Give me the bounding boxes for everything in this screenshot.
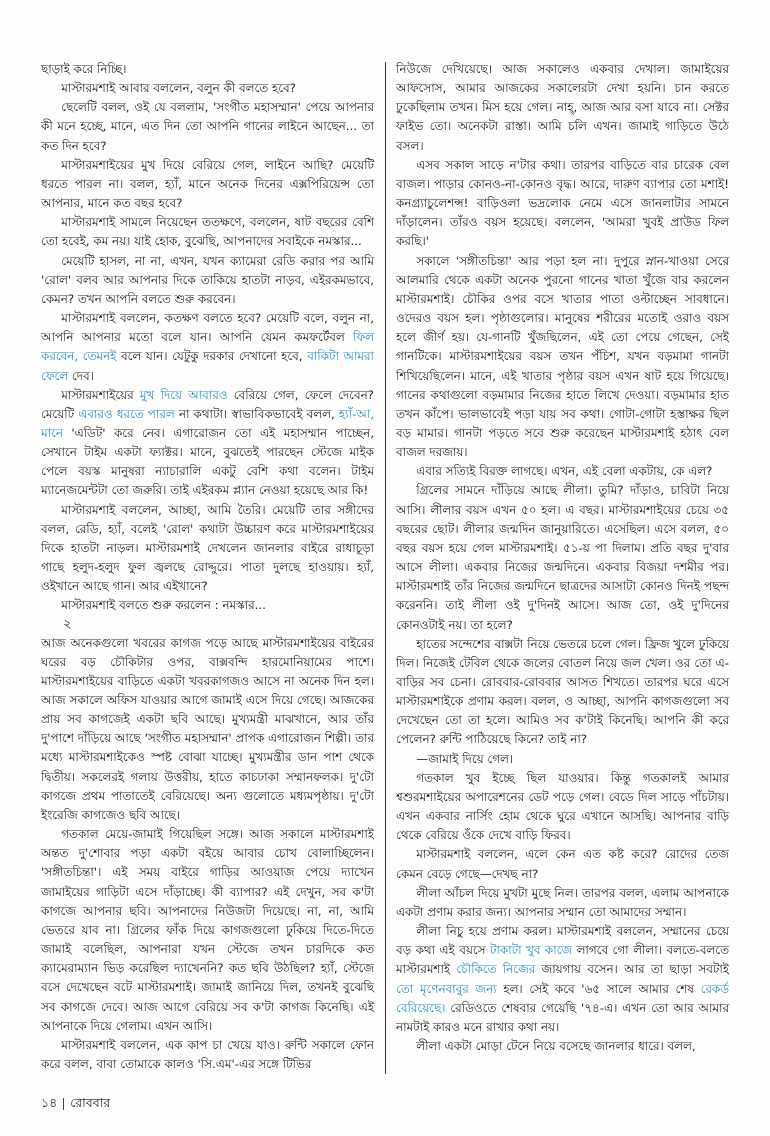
left-column: [41, 60, 374, 1074]
text-run: 'এডিট' করে নেব। এগারোজন তো এই মহাসম্মান পাচ্ছেন, সেখানে টাইম একটা ফ্যাক্টর। মানে, বুঝতেই পারছেন স্টেজে মাইক পেলে বয়স্ক মানুষরা ন্যাচারালি একটু বেশি কথা বলেন। টাইম ম্যানেজমেন্টটা তো জরুরি। তাই এইরকম প্ল্যান নেওয়া হয়েছে আর কি!: [41, 425, 374, 498]
highlighted-text: এবারও ধরতে পারল: [78, 406, 175, 421]
text-run: জায়গায় বসেন। আর তা ছাড়া সবটাই: [535, 962, 729, 977]
paragraph: মাস্টারমশাই বললেন, এক কাপ চা খেয়ে যাও। রুন্টি সকালে ফোন করে বলল, বাবা তোমাকে কালও 'সি.এম'-এর সঙ্গে টিভির: [41, 1037, 374, 1071]
paragraph: এবার সত্যিই বিরক্ত লাগছে। এখন, এই বেলা একটায়, কে এল?: [416, 464, 713, 479]
paragraph: [41, 309, 374, 386]
highlighted-text: টাকাটা খুব কাজে: [489, 943, 573, 958]
paragraph: মাস্টারমশাই সামলে নিয়েছেন ততক্ষণে, বললেন, ষাট বছরের বেশি তো হবেই, কম নয়। যাই হোক, বুঝেছি, আপনাদের সবাইকে নমস্কার...: [41, 215, 374, 249]
text-run: মাস্টারমশাইয়ের: [61, 387, 140, 402]
text-run: লাগবে গো লীলা। বলতে-বলতে মাস্টারমশাই: [396, 943, 730, 977]
paragraph: আজ অনেকগুলো খবরের কাগজ পড়ে আছে মাস্টারমশাইয়ের বাইরের ঘরের বড় চৌকিটার ওপর, বাক্সবন্দি হারমোনিয়ামের পাশে। মাস্টারমশাইয়ের বাড়িতে একটা খবরকাগজও আসে না অনেক দিন হল। আজ সকালে অফিস যাওয়ার আগে জামাই এসে দিয়ে গেছে। আজকের প্রায় সব কাগজেই একটা ছবি আছে। মুখ্যমন্ত্রী মাঝখানে, আর তাঁর দু'পাশে দাঁড়িয়ে আছে 'সংগীত মহাসম্মান' প্রাপক এগারোজন শিল্পী। তার মধ্যে মাস্টারমশাইকেও স্পষ্ট বোঝা যাচ্ছে। মুখ্যমন্ত্রীর ডান পাশ থেকে দ্বিতীয়। সকলেরই গলায় উত্তরীয়, হাতে কাচঢাকা সম্মানফলক। দু'টো কাগজে প্রথম পাতাতেই বেরিয়েছে। অন্য গুলোতে মধ্যমপৃষ্ঠায়। দু'টো ইংরেজি কাগজেও ছবি আছে।: [41, 635, 374, 822]
paragraph: এসব সকাল সাড়ে ন'টার কথা। তারপর বাড়িতে বার চারেক বেল বাজল। পাড়ার কোনও-না-কোনও বৃদ্ধ। আরে, দারুণ ব্যাপার তো মশাই! কনগ্র্যাচুলেশন্স! বাড়িওলা ভদ্রলোক নেমে এসে জানলাটার সামনে দাঁড়ালেন। তাঁরও বয়স হয়েছে। বললেন, 'আমরা খুবই প্রাউড ফিল করছি।': [396, 157, 729, 249]
highlighted-text: বাকিটা আমরা ফেলে: [41, 349, 374, 383]
right-column: [396, 60, 729, 1056]
paragraph: মেয়েটি হাসল, না না, এখন, যখন ক্যামেরা রেডি করার পর আমি 'রোল' বলব আর আপনার দিকে তাকিয়ে হাতটা নাড়ব, এইরকমভাবে, কেমন? তখন আপনি বলতে শুরু করবেন।: [41, 253, 374, 306]
text-run: মাস্টারমশাই বললেন, কতক্ষণ বলতে হবে? মেয়েটি বলে, বলুন না, আপনি আপনার মতো বলে যান। আপনি যেমন কমফর্টেবল: [41, 311, 374, 345]
text-run: রেডিওতে শেষবার গেয়েছি '৭৪-এ। এখন তো আর আমার নামটাই কারও মনে রাখার কথা নয়।: [396, 1000, 729, 1034]
paragraph: লীলা একটা মোড়া টেনে নিয়ে বসেছে জানলার ধারে। বলল,: [416, 1038, 696, 1053]
paragraph: মাস্টারমশাই বললেন, আচ্ছা, আমি তৈরি। মেয়েটি তার সঙ্গীদের বলল, রেডি, হ্যাঁ, বলেই 'রোল' কথাটা উচ্চারণ করে মাস্টারমশাইয়ের দিকে হাতটা নাড়ল। মাস্টারমশাই দেখলেন জানলার বাইরে রাধাচূড়া গাছে হলুদ-হলুদ ফুল জ্বলছে রোদ্দুরে। পাতা দুলছে হাওয়ায়। হ্যাঁ, ওইখানে আছে গান। আর এইখানে?: [41, 502, 374, 594]
text-run: বেরিয়ে গেল, ফেলে দেবেন? মেয়েটি: [41, 387, 374, 421]
paragraph: গতকাল খুব ইচ্ছে ছিল যাওয়ার। কিন্তু গতকালই আমার শ্বশুরমশাইয়ের অপারেশনের ডেট পড়ে গেল। বেডে দিল সাড়ে পাঁচটায়। এখন একবার নার্সিং হোম থেকে ঘুরে এখানে আসছি। আপনার বাড়ি থেকে বেরিয়ে ওঁকে দেখে বাড়ি ফিরব।: [396, 770, 729, 843]
highlighted-text: ফিল করবেন, তেমনই: [41, 330, 374, 364]
paragraph: [41, 386, 374, 501]
paragraph: মাস্টারমশাই বললেন, এলে কেন এত কষ্ট করে? রোদের তেজ কেমন বেড়ে গেছে—দেখছ না?: [396, 847, 729, 881]
paragraph: সকালে 'সঙ্গীতচিন্তা' আর পড়া হল না। দুপুরে স্নান-খাওয়া সেরে আলমারি থেকে একটা অনেক পুরনো গানের খাতা খুঁজে বার করলেন মাস্টারমশাই। চৌকির ওপর বসে খাতার পাতা ওল্টাচ্ছেন সাবধানে। ওদেরও বয়স হল। পৃষ্ঠাগুলোর। মানুষের শরীরের মতোই ওরাও বয়স হলে জীর্ণ হয়। যে-গানটি খুঁজছিলেন, এই তো পেয়ে গেছেন, সেই গানটিকে। মাস্টারমশাইয়ের বয়স তখন পঁচিশ, যখন বড়মামা গানটা শিখিয়েছিলেন। মানে, এই খাতার পৃষ্ঠার বয়স এখন ষাট হয়ে গিয়েছে। গানের কথাগুলো বড়মামার নিজের হাতে লিখে দেওয়া। বড়মামার হাত তখন কাঁপে। ভালভাবেই পড়া যায় সব কথা। গোটা-গোটা হস্তাক্ষর ছিল বড় মামার। গানটা পড়তে সবে শুরু করেছেন মাস্টারমশাই হঠাৎ বেল বাজল দরজায়।: [396, 253, 729, 460]
page-number: ১৪: [41, 1095, 58, 1110]
footer-divider: [63, 1098, 64, 1110]
text-run: লীলা নিচু হয়ে প্রণাম করল। মাস্টারমশাই বললেন, সম্মানের চেয়ে বড় কথা এই বয়সে: [396, 924, 729, 958]
text-run: হল। সেই কবে '৬৫ সালে আমার শেষ: [496, 981, 701, 996]
text-run: না কথাটা। স্বাভাবিকভাবেই বলল,: [174, 406, 339, 421]
text-run: দেব।: [68, 368, 94, 383]
paragraph: ছেলেটি বলল, ওই যে বললাম, 'সংগীত মহাসম্মান' পেয়ে আপনার কী মনে হচ্ছে, মানে, এত দিন তো আপনি গানের লাইনে আছেন... তা কত দিন হবে?: [41, 100, 374, 153]
paragraph: মাস্টারমশাইয়ের মুখ দিয়ে বেরিয়ে গেল, লাইনে আছি? মেয়েটি ধরতে পারল না। বলল, হ্যাঁ, মানে অনেক দিনের এক্সপিরিয়েন্স তো আপনার, মানে কত বছর হবে?: [41, 157, 374, 211]
highlighted-text: মুখ দিয়ে আবারও: [139, 387, 228, 402]
paragraph: মাস্টারমশাই বলতে শুরু করলেন : নমস্কার...: [61, 598, 266, 613]
highlighted-text: তো মৃণেনবাবুর জন্য: [396, 981, 497, 996]
paragraph: গ্রিলের সামনে দাঁড়িয়ে আছে লীলা। তুমি? দাঁড়াও, চাবিটা নিয়ে আসি। লীলার বয়স এখন ৫০ হল। এ বছর। মাস্টারমশাইয়ের চেয়ে ৩৫ বছরের ছোট। লীলার জন্মদিন জানুয়ারিতে। এসেছিল। এসে বলল, ৫০ বছর বয়স হয়ে গেল মাস্টারমশাই। ৫১-য় পা দিলাম। প্রতি বছর দু'বার আসে লীলা। একবার নিজের জন্মদিনে। একবার বিজয়া দশমীর পর। মাস্টারমশাই তাঁর নিজের জন্মদিনে ছাত্রদের আসাটা কোনও দিনই পছন্দ করেননি। তাই লীলা ওই দু'দিনই আসে। আজ তো, ওই দু'দিনের কোনওটাই নয়। তা হলে?: [396, 483, 729, 632]
paragraph: —জামাই দিয়ে গেল।: [416, 751, 514, 766]
paragraph: [396, 922, 729, 1037]
highlighted-text: রেকর্ড বেরিয়েছে।: [396, 981, 729, 1015]
highlighted-text: চৌকিতে নিজের: [456, 962, 536, 977]
highlighted-text: হ্যাঁ-আ, মানে: [41, 406, 375, 440]
text-run: বলে যান। যেটুকু দরকার দেখানো হবে,: [116, 349, 308, 364]
section-number: ২: [63, 616, 72, 632]
page-footer: [41, 1095, 110, 1115]
paragraph: ছাড়াই করে নিচ্ছি।: [41, 62, 127, 76]
paragraph: মাস্টারমশাই আবার বললেন, বলুন কী বলতে হবে?: [61, 81, 296, 96]
paragraph: লীলা আঁচল দিয়ে মুখটা মুছে নিল। তারপর বলল, এলাম আপনাকে একটা প্রণাম করার জন্য। আপনার সম্মান তো আমাদের সম্মান।: [396, 885, 729, 919]
paragraph: নিউজে দেখিয়েছে। আজ সকালেও একবার দেখাল। জামাইয়ের আফসোস, আমার আজকের সকালেরটা দেখা হয়নি। চান করতে ঢুকেছিলাম তখন। মিস হয়ে গেল। নাহ্, আজ আর বসা যাবে না। সেক্টর ফাইভ তো। অনেকটা রাস্তা। আমি চলি এখন। জামাই গাড়িতে উঠে বসল।: [396, 62, 729, 153]
magazine-name: রোববার: [70, 1095, 111, 1110]
paragraph: হাতের সন্দেশের বাক্সটা নিয়ে ভেতরে চলে গেল। ফ্রিজ খুলে ঢুকিয়ে দিল। নিজেই টেবিল থেকে জলের বোতল নিয়ে জল খেল। ওর তো এ-বাড়ির সব চেনা। রোববার-রোববার আসত শিখতে। তারপর ঘরে এসে মাস্টারমশাইকে প্রণাম করল। বলল, ও আচ্ছা, আপনি কাগজগুলো সব দেখেছেন তো তা হলে। আমিও সব ক'টাই কিনেছি। আপনি কী করে পেলেন? রুন্টি পাঠিয়েছে কিনে? তাই না?: [396, 636, 729, 747]
paragraph: গতকাল মেয়ে-জামাই গিয়েছিল সঙ্গে। আজ সকালে মাস্টারমশাই অন্তত দু'শোবার পড়া একটা বইয়ে আবার চোখ বোলাচ্ছিলেন। 'সঙ্গীতচিন্তা'। এই সময় বাইরে গাড়ির আওয়াজ পেয়ে দ্যাখেন জামাইয়ের গাড়িটা এসে দাঁড়াচ্ছে। কী ব্যাপার? এই দেখুন, সব ক'টা কাগজে আপনার ছবি। আপনাদের নিউজটা দিয়েছে। না, না, আমি ভেতরে যাব না। গ্রিলের ফাঁক দিয়ে কাগজগুলো ঢুকিয়ে দিতে-দিতে জামাই বলেছিল, আপনারা যখন স্টেজে তখন চারদিকে কত ক্যামেরাম্যান ভিড় করেছিল দ্যাখেননি? কত ছবি উঠছিল? হ্যাঁ, স্টেজে বসে দেখেছেন বটে মাস্টারমশাই। জামাই জানিয়ে দিল, তখনই বুঝেছি সব কাগজে দেবে। আজ আগে বেরিয়ে সব ক'টা কাগজ কিনেছি। এই আপনাকে দিয়ে গেলাম। এখন আসি।: [41, 827, 374, 1033]
column-divider: [385, 62, 386, 1074]
